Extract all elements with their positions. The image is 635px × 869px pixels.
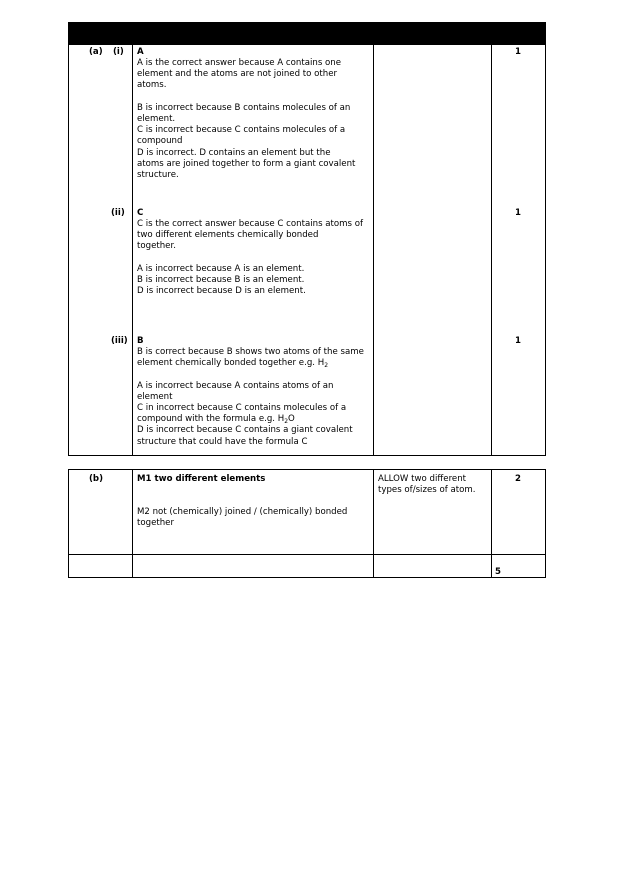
marking-point-line: M2 not (chemically) joined / (chemically) bonded (137, 507, 348, 517)
explanation-line: structure. (137, 170, 179, 181)
column-divider (491, 45, 492, 456)
question-number: (ii) (111, 208, 125, 218)
mark-value: 1 (515, 336, 521, 346)
explanation-line: element. (137, 114, 176, 124)
explanation-line: D is incorrect because C contains a giant covalent (137, 425, 353, 436)
question-number: (iii) (111, 336, 128, 346)
blank-line (137, 92, 369, 103)
explanation-block (137, 347, 369, 448)
explanation-line: structure that could have the formula C (137, 436, 308, 447)
explanation-line: A is incorrect because A is an element. (137, 263, 305, 274)
explanation-line: A is incorrect because A contains atoms of an (137, 380, 334, 391)
mark-value: 2 (515, 474, 521, 484)
explanation-line: D is incorrect because D is an element. (137, 286, 306, 297)
blank-line (137, 253, 369, 264)
explanation-line: compound (137, 136, 183, 147)
total-mark: 5 (495, 567, 501, 577)
explanation-line: element (137, 391, 173, 402)
column-divider (491, 470, 492, 577)
explanation-line: B is correct because B shows two atoms of the same (137, 347, 364, 357)
blank-line (137, 369, 369, 380)
explanation-line: A is the correct answer because A contains one (137, 58, 342, 68)
question-number: (i) (113, 47, 124, 57)
explanation-line: C is incorrect because C contains molecules of a (137, 125, 346, 136)
column-divider (132, 470, 133, 577)
guidance-block (378, 474, 488, 496)
column-divider (373, 470, 374, 577)
explanation-line: B is incorrect because B is an element. (137, 275, 305, 285)
explanation-line: atoms. (137, 80, 167, 91)
explanation-block (137, 58, 369, 181)
explanation-line: B is incorrect because B contains molecules of an (137, 102, 351, 113)
explanation-line: atoms are joined together to form a giant covalent (137, 158, 356, 169)
marking-point-line: together (137, 518, 175, 529)
explanation-line: two different elements chemically bonded (137, 230, 319, 241)
explanation-line: element chemically bonded together e.g. $H_2$ (137, 358, 329, 370)
answer-letter: A (137, 47, 144, 57)
explanation-line: compound with the formula e.g. $H_2O$ (137, 414, 295, 426)
column-divider (132, 45, 133, 456)
explanation-line: D is incorrect. D contains an element but the (137, 147, 331, 158)
marking-point: M1 two different elements (137, 474, 266, 484)
explanation-block (137, 219, 369, 297)
mark-value: 1 (515, 208, 521, 218)
column-divider (373, 45, 374, 456)
guidance-line: types of/sizes of atom. (378, 485, 476, 496)
explanation-line: C in incorrect because C contains molecules of a (137, 403, 347, 413)
marking-point-block (137, 507, 369, 529)
table-header-bar (69, 23, 545, 45)
part-label: (b) (89, 474, 104, 484)
mark-value: 1 (515, 47, 521, 57)
answer-letter: B (137, 336, 144, 346)
explanation-line: element and the atoms are not joined to other (137, 69, 338, 80)
row-divider (69, 554, 545, 555)
answer-letter: C (137, 208, 144, 218)
part-label: (a) (89, 47, 103, 57)
explanation-line: C is the correct answer because C contains atoms of (137, 219, 364, 229)
explanation-line: together. (137, 241, 176, 252)
guidance-line: ALLOW two different (378, 474, 467, 484)
